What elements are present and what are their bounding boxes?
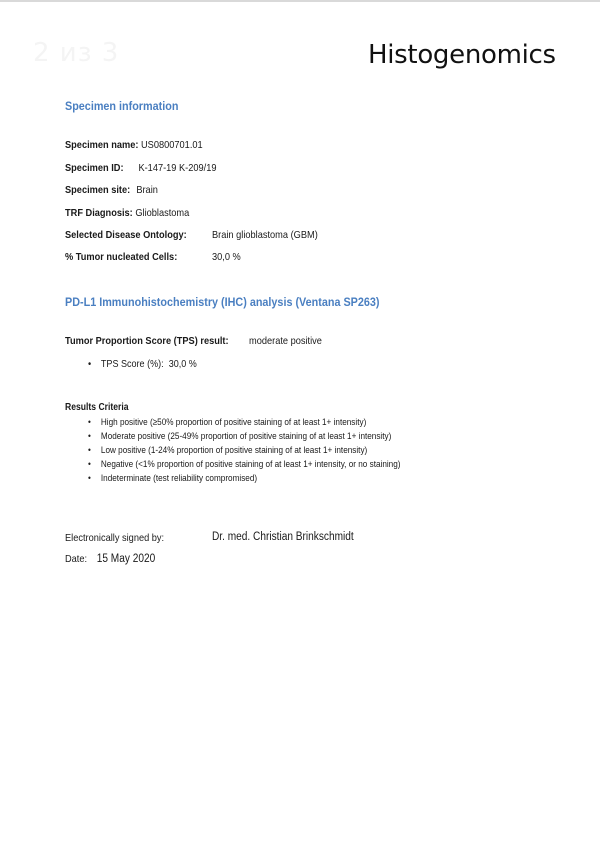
field-specimen-id [65, 162, 217, 174]
specimen-section-title: Specimen information [65, 99, 179, 113]
criteria-item: • Indeterminate (test reliability compromised) [88, 473, 258, 484]
page-counter: 2 из 3 [33, 38, 120, 68]
bullet-icon: • [88, 459, 91, 470]
date-row [65, 553, 155, 565]
field-label: Specimen name: [65, 139, 139, 151]
tps-score-item: • TPS Score (%): 30,0 % [88, 358, 197, 370]
bullet-icon: • [88, 431, 91, 442]
tps-score-list [88, 357, 215, 371]
field-value: Brain glioblastoma (GBM) [212, 229, 318, 241]
field-value: US0800701.01 [141, 139, 203, 151]
signer-name: Dr. med. Christian Brinkschmidt [212, 531, 354, 543]
tps-result-value: moderate positive [249, 335, 322, 347]
field-specimen-site [65, 184, 158, 196]
tps-result-label: Tumor Proportion Score (TPS) result: [65, 335, 229, 347]
bullet-icon: • [88, 358, 92, 370]
field-specimen-name [65, 139, 203, 151]
field-label: % Tumor nucleated Cells: [65, 251, 178, 263]
field-value: Glioblastoma [135, 207, 190, 219]
bullet-icon: • [88, 445, 91, 456]
criteria-item: • Low positive (1-24% proportion of positive staining of at least 1+ intensity) [88, 445, 368, 456]
bullet-icon: • [88, 473, 91, 484]
field-value: K-147-19 K-209/19 [138, 162, 217, 174]
criteria-list [88, 416, 451, 486]
bullet-icon: • [88, 417, 91, 428]
criteria-item: • Negative (<1% proportion of positive staining of at least 1+ intensity, or no staining) [88, 459, 401, 470]
date-label: Date: [65, 553, 88, 565]
field-tumor-cells [65, 251, 177, 263]
field-label: TRF Diagnosis: [65, 207, 133, 219]
criteria-title: Results Criteria [65, 402, 129, 413]
field-trf-diagnosis [65, 207, 189, 219]
brand-title: Histogenomics [368, 40, 556, 70]
criteria-item: • Moderate positive (25-49% proportion of positive staining of at least 1+ intensity) [88, 431, 392, 442]
field-value: Brain [136, 184, 158, 196]
pdl1-section-title: PD-L1 Immunohistochemistry (IHC) analysis (Ventana SP263) [65, 295, 380, 309]
criteria-item: • High positive (≥50% proportion of positive staining of at least 1+ intensity) [88, 417, 367, 428]
field-label: Specimen ID: [65, 162, 124, 174]
top-border [0, 0, 600, 2]
date-value: 15 May 2020 [96, 553, 156, 565]
field-value: 30,0 % [212, 251, 241, 263]
field-label: Selected Disease Ontology: [65, 229, 187, 241]
field-disease-ontology [65, 229, 187, 241]
signed-by-label: Electronically signed by: [65, 532, 165, 544]
field-label: Specimen site: [65, 184, 131, 196]
tps-result-row [65, 335, 229, 347]
